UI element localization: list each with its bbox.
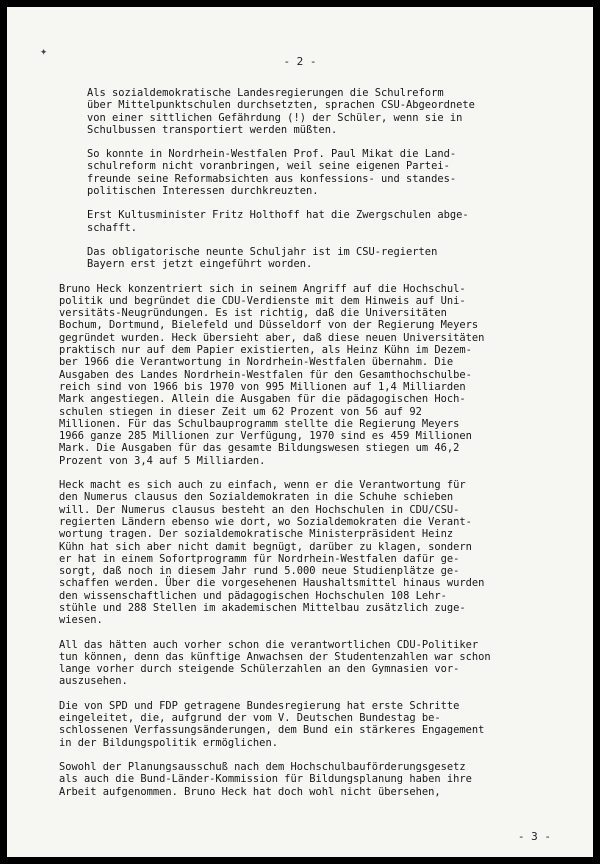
text-line: Erst Kultusminister Fritz Holthoff hat die Zwergschulen abge- (87, 209, 469, 222)
paragraph (59, 639, 579, 688)
text-line: versitäts-Neugründungen. Es ist richtig, daß die Universitäten (59, 307, 447, 320)
paragraph (59, 761, 579, 798)
text-line: So konnte in Nordrhein-Westfalen Prof. Paul Mikat die Land- (87, 148, 457, 161)
text-line: von einer sittlichen Gefährdung (!) der Schüler, wenn sie in (87, 111, 463, 124)
text-line: Arbeit aufgenommen. Bruno Heck hat doch wohl nicht übersehen, (59, 785, 441, 798)
next-page-marker: - 3 - (517, 830, 551, 843)
text-line: regierten Ländern ebenso wie dort, wo Sozialdemokraten die Verant- (59, 515, 472, 528)
paragraph (59, 479, 579, 627)
text-line: reich sind von 1966 bis 1970 von 995 Millionen auf 1,4 Milliarden (59, 380, 466, 393)
text-line: Schulbussen transportiert werden müßten. (87, 123, 338, 136)
text-line: 1966 ganze 285 Millionen zur Verfügung, 1970 sind es 459 Millionen (59, 430, 472, 443)
text-line: den Numerus clausus den Sozialdemokraten in die Schuhe schieben (59, 491, 454, 504)
text-line: schlossenen Verfassungsänderungen, dem Bund ein stärkeres Engagement (59, 724, 485, 737)
text-line: Millionen. Für das Schulbauprogramm stellte die Regierung Meyers (59, 417, 460, 430)
text-line: Mark. Die Ausgaben für das gesamte Bildungswesen stiegen um 46,2 (59, 442, 460, 455)
paragraph (59, 283, 579, 467)
text-line: schulen stiegen in dieser Zeit um 62 Prozent von 56 auf 92 (59, 405, 422, 418)
text-line: Bayern erst jetzt eingeführt worden. (87, 258, 313, 271)
text-line: Kühn hat sich aber nicht damit begnügt, darüber zu klagen, sondern (59, 540, 472, 553)
text-line: Die von SPD und FDP getragene Bundesregierung hat erste Schritte (59, 699, 460, 712)
text-line: lange vorher durch steigende Schülerzahlen an den Gymnasien vor- (59, 663, 460, 676)
paragraph (59, 700, 579, 749)
page-number: - 2 - (283, 55, 317, 68)
text-line: sorgt, daß noch in diesem Jahr rund 5.000 neue Studienplätze ge- (59, 565, 460, 578)
text-line: stühle und 288 Stellen im akademischen Mittelbau zusätzlich zuge- (59, 601, 466, 614)
text-line: politischen Interessen durchkreuzten. (87, 185, 319, 198)
text-line: gegründet wurden. Heck übersieht aber, daß diese neuen Universitäten (59, 331, 485, 344)
text-line: All das hätten auch vorher schon die verantwortlichen CDU-Politiker (59, 638, 479, 651)
text-line: freunde seine Reformabsichten aus konfessions- und standes- (87, 172, 457, 185)
text-line: politik und begründet die CDU-Verdienste mit dem Hinweis auf Uni- (59, 294, 466, 307)
text-line: Sowohl der Planungsausschuß nach dem Hochschulbauförderungsgesetz (59, 760, 466, 773)
text-line: auszusehen. (59, 675, 128, 688)
paragraph (59, 148, 579, 197)
text-line: er hat in einem Sofortprogramm für Nordrhein-Westfalen dafür ge- (59, 552, 460, 565)
text-line: als auch die Bund-Länder-Kommission für Bildungsplanung haben ihre (59, 773, 472, 786)
text-line: Als sozialdemokratische Landesregierungen die Schulreform (87, 87, 444, 99)
text-line: in der Bildungspolitik ermöglichen. (59, 736, 278, 749)
paragraph (59, 246, 579, 271)
text-line: über Mittelpunktschulen durchsetzten, sprachen CSU-Abgeordnete (87, 99, 475, 112)
text-line: schulreform nicht voranbringen, weil seine eigenen Partei- (87, 160, 450, 173)
text-line: Bochum, Dortmund, Bielefeld und Düsseldorf von der Regierung Meyers (59, 319, 479, 332)
document-page (7, 7, 593, 857)
text-line: praktisch nur auf dem Papier existierten, als Heinz Kühn im Dezem- (59, 344, 472, 357)
text-line: schaffen werden. Über die vorgesehenen Haushaltsmittel hinaus wurden (59, 577, 485, 590)
body-text (59, 87, 579, 810)
text-line: eingeleitet, die, aufgrund der vom V. Deutschen Bundestag be- (59, 712, 441, 725)
text-line: wortung tragen. Der sozialdemokratische Ministerpräsident Heinz (59, 528, 454, 541)
paragraph (59, 87, 579, 136)
text-line: Das obligatorische neunte Schuljahr ist im CSU-regierten (87, 245, 438, 258)
text-line: Ausgaben des Landes Nordrhein-Westfalen für den Gesamthochschulbe- (59, 368, 472, 381)
text-line: den wissenschaftlichen und pädagogischen Hochschulen 108 Lehr- (59, 589, 447, 602)
text-line: Bruno Heck konzentriert sich in seinem Angriff auf die Hochschul- (59, 282, 466, 295)
text-line: Mark angestiegen. Allein die Ausgaben für die pädagogischen Hoch- (59, 393, 466, 406)
text-line: Prozent von 3,4 auf 5 Milliarden. (59, 454, 266, 467)
text-line: wiesen. (59, 614, 103, 627)
text-line: will. Der Numerus clausus besteht an den Hochschulen in CDU/CSU- (59, 503, 460, 516)
paragraph (59, 209, 579, 234)
text-line: ber 1966 die Verantwortung in Nordrhein-Westfalen übernahm. Die (59, 356, 454, 369)
text-line: schafft. (87, 221, 138, 234)
text-line: tun können, denn das künftige Anwachsen der Studentenzahlen war schon (59, 650, 491, 663)
text-line: Heck macht es sich auch zu einfach, wenn er die Verantwortung für (59, 479, 466, 492)
corner-mark: ✦ (40, 44, 48, 58)
